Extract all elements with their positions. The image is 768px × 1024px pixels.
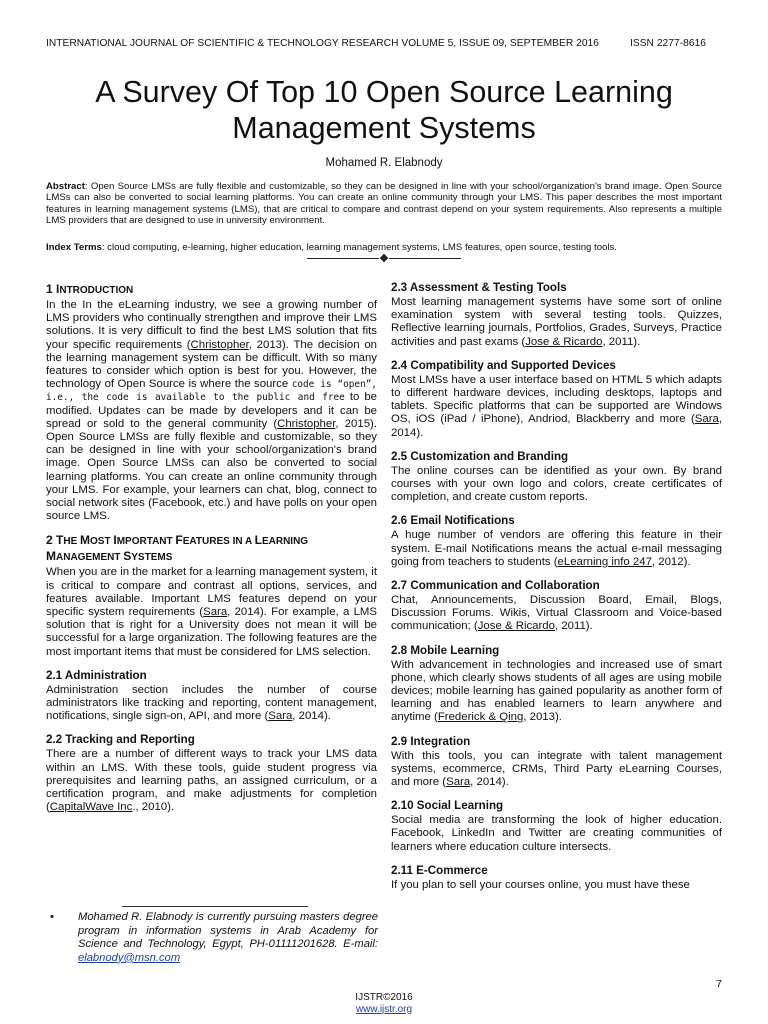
features-paragraph: When you are in the market for a learning management system, it is critical to compare and contrast all options, services, and features available. Important LMS features depend on your specific system requirements (Sara, 2014). For example, a LMS solution that is right for a University does not mean it will be successful for a large organization. The following features are the most important items that must be considered for LMS selection. [46,566,377,658]
citation-link[interactable]: CapitalWave Inc [49,801,133,814]
compatibility-paragraph: Most LMSs have a user interface based on HTML 5 which adapts to different hardware devices, including desktops, laptops and tablets. Specific platforms that can be supported are Windows OS, iOS (iPad / iPhone), Andriod, Blackberry and more (Sara, 2014). [391,373,722,439]
introduction-paragraph: In the In the eLearning industry, we see a growing number of LMS providers who continually strengthen and improve their LMS solutions. It is very difficult to find the best LMS solution that fits your specific requirements (Christopher, 2013). The decision on the learning management system can be difficult. With so many features to consider which option is best for you. However, the technology of Open Source is where the source code is “open”, i.e., the code is available to the public and free to be modified. Updates can be made by developers and it can be spread or sold to the general community (Christopher, 2015). Open Source LMSs are fully flexible and customizable, so they can be designed in line with your school/organization's brand image. Open Source LMSs can also be converted to social learning platforms. You can create an online community through your LMS. For example, your learners can chat, blog, connect to social network sites (Facebook, etc.) and have polls on your open source LMS. [46,299,377,523]
citation-link[interactable]: Sara [694,413,719,426]
section-divider [0,254,768,264]
subsection-heading-tracking: 2.2 Tracking and Reporting [46,733,195,747]
citation-link[interactable]: eLearning info 247 [557,555,652,568]
running-header [46,38,706,49]
citation-link[interactable]: Frederick & Qing [437,711,524,724]
left-column [46,282,377,815]
copyright: IJSTR©2016 [355,992,413,1003]
index-terms [46,242,722,253]
subsection-heading-social: 2.10 Social Learning [391,799,504,813]
subsection-heading-assessment: 2.3 Assessment & Testing Tools [391,281,567,294]
footnote-rule [122,906,308,907]
subsection-heading-administration: 2.1 Administration [46,668,147,682]
title-line-2: Management Systems [232,111,536,145]
citation-link[interactable]: Sara [203,606,228,619]
citation-link[interactable]: Jose & Ricardo [525,335,603,348]
bullet-icon: • [50,911,54,923]
citation-link[interactable]: Sara [268,710,293,723]
index-terms-text: : cloud computing, e-learning, higher education, learning management systems, LMS features, open source, testing tools. [101,242,617,253]
citation-link[interactable]: Jose & Ricardo [477,620,555,633]
tracking-paragraph: There are a number of different ways to track your LMS data within an LMS. With these tools, guide student progress via prerequisites and learning paths, an assigned curriculum, or a certification program, and make adjustments for completion (CapitalWave Inc., 2010). [46,748,377,814]
ecommerce-paragraph: If you plan to sell your courses online, you must have these [391,878,690,891]
citation-link[interactable]: Christopher [190,338,249,351]
administration-paragraph: Administration section includes the number of course administrators like tracking and reporting, content management, notifications, single sign-on, API, and more (Sara, 2014). [46,683,377,723]
index-terms-label: Index Terms [46,242,102,253]
mobile-paragraph: With advancement in technologies and increased use of smart phone, which clearly shows students of all ages are using mobile devices; mobile learning has gained popularity as another form of learning and has enabled learners to learn anywhere and anytime (Frederick & Qing, 2013). [391,658,722,724]
author: Mohamed R. Elabnody [325,157,443,169]
abstract-label: Abstract [46,181,85,192]
journal-name: INTERNATIONAL JOURNAL OF SCIENTIFIC & TECHNOLOGY RESEARCH VOLUME 5, ISSUE 09, SEPTEMBER 2016 [46,38,599,49]
subsection-heading-customization: 2.5 Customization and Branding [391,449,569,463]
customization-paragraph: The online courses can be identified as your own. By brand courses with your own logo and colors, create certificates of completion, and create custom reports. [391,464,722,504]
right-column [391,281,722,892]
subsection-heading-email: 2.6 Email Notifications [391,514,515,528]
citation-link[interactable]: Sara [446,776,471,789]
communication-paragraph: Chat, Announcements, Discussion Board, Email, Blogs, Discussion Forums. Wikis, Virtual Classroom and Voice-based communication; (Jose & Ricardo, 2011). [391,594,722,633]
subsection-heading-mobile: 2.8 Mobile Learning [391,643,500,657]
diamond-icon [380,254,388,262]
citation-link[interactable]: Christopher [277,417,336,430]
abstract [46,181,722,227]
subsection-heading-ecommerce: 2.11 E-Commerce [391,863,488,877]
author-footnote: • Mohamed R. Elabnody is currently pursuing masters degree program in information systems in Arab Academy for Science and Technology, Egypt, PH-01111201628. E-mail: elabnody@msn.com [50,911,378,964]
section-heading-introduction: 1 INTRODUCTION [46,282,134,296]
title-line-1: A Survey Of Top 10 Open Source Learning [95,75,673,109]
journal-url-link[interactable]: www.ijstr.org [355,1003,413,1015]
paper-title [60,74,708,146]
subsection-heading-integration: 2.9 Integration [391,734,471,748]
page-number: 7 [716,978,722,990]
email-link[interactable]: elabnody@msn.com [78,951,181,964]
integration-paragraph: With this tools, you can integrate with talent management systems, ecommerce, CRMs, Third Party eLearning Courses, and more (Sara, 2014). [391,749,722,789]
page-footer [0,992,768,1015]
abstract-text: : Open Source LMSs are fully flexible and customizable, so they can be designed in line with your school/organization's brand image. Open Source LMSs can also be converted to social learning platforms. You can create an online community through your LMS. This paper describes the most important features in learning management systems (LMS), that are critical to compare and contrast depend on your system requirements. Also represents a multiple LMS providers that are designed to use in university environment. [46,181,722,227]
social-paragraph: Social media are transforming the look of higher education. Facebook, LinkedIn and Twitter are creating communities of learners where education culture intersects. [391,814,722,853]
subsection-heading-compatibility: 2.4 Compatibility and Supported Devices [391,358,616,372]
email-paragraph: A huge number of vendors are offering this feature in their system. E-mail Notifications means the actual e-mail messaging going from teachers to students (eLearning info 247, 2012). [391,529,722,568]
issn: ISSN 2277-8616 [629,38,706,49]
assessment-paragraph: Most learning management systems have some sort of online examination system with several testing tools. Quizzes, Reflective learning journals, Portfolios, Grades, Surveys, Practice activities and past exams (Jose & Ricardo, 2011). [391,296,722,348]
section-heading-features: 2 THE MOST IMPORTANT FEATURES IN A LEARNING MANAGEMENT SYSTEMS [46,533,309,564]
subsection-heading-communication: 2.7 Communication and Collaboration [391,579,600,593]
